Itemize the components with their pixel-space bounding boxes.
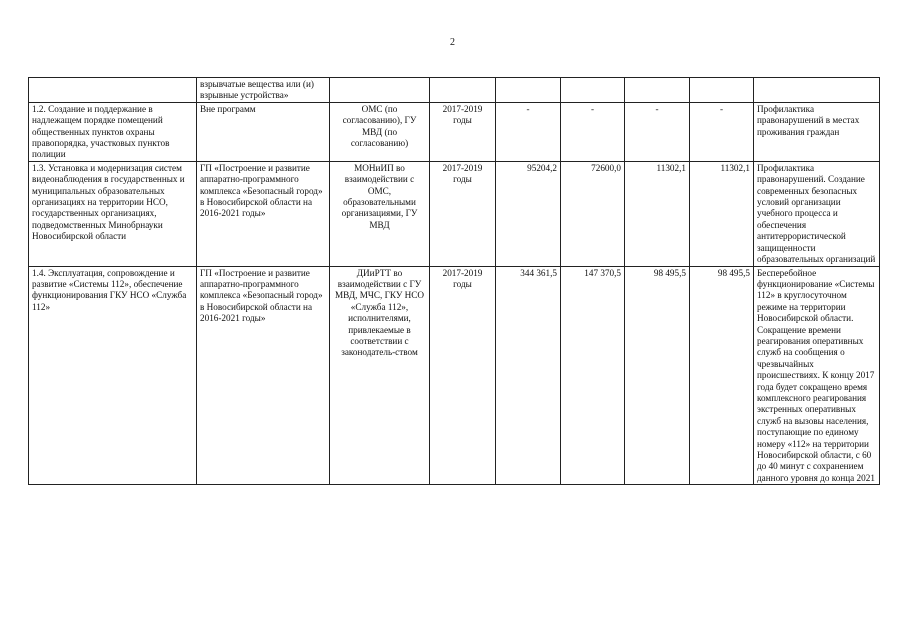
table-row [29,161,880,266]
continued-cell-result [754,78,880,103]
measure-name: 1.3. Установка и модернизация систем видеонаблюдения в государственных и муниципальных образовательных организациях на территории НСО, государственных организациях, подведомственных Минобрнауки Новосибирской области [29,161,197,266]
continued-cell-total [496,78,561,103]
continued-cell-period [430,78,496,103]
continued-cell-program: взрывчатые вещества или (и) взрывные устройства» [197,78,330,103]
measure-total: - [496,102,561,161]
measure-executor: ОМС (по согласованию), ГУ МВД (по согласованию) [330,102,430,161]
measure-period: 2017-2019 годы [430,102,496,161]
measure-name: 1.4. Эксплуатация, сопровождение и развитие «Системы 112», обеспечение функционирования ГКУ НСО «Служба 112» [29,266,197,485]
measure-program: ГП «Построение и развитие аппаратно-программного комплекса «Безопасный город» в Новосибирской области на 2016-2021 годы» [197,161,330,266]
measure-period: 2017-2019 годы [430,266,496,485]
continued-cell-executor [330,78,430,103]
measure-program: Вне программ [197,102,330,161]
continued-row [29,78,880,103]
measure-total: 344 361,5 [496,266,561,485]
measure-result: Бесперебойное функционирование «Системы 112» в круглосуточном режиме на территории Новосибирской области. Сокращение времени реагирования оперативных служб на сообщения о чрезвычайных происшествиях. К концу 2017 года будет сокращено время комплексного реагирования экстренных оперативных служб на вызовы населения, поступающие по единому номеру «112» на территории Новосибирской области, с 60 до 40 минут с сохранением данного уровня до конца 2021 [754,266,880,485]
measure-executor: МОНиИП во взаимодействии с ОМС, образовательными организациями, ГУ МВД [330,161,430,266]
page-number: 2 [450,37,455,48]
measure-value-2: - [625,102,690,161]
measure-value-2: 11302,1 [625,161,690,266]
table-row [29,266,880,485]
measure-value-2: 98 495,5 [625,266,690,485]
measure-value-1: 72600,0 [561,161,625,266]
table-row [29,102,880,161]
measure-value-1: 147 370,5 [561,266,625,485]
measure-program: ГП «Построение и развитие аппаратно-программного комплекса «Безопасный город» в Новосибирской области на 2016-2021 годы» [197,266,330,485]
measure-value-3: 98 495,5 [690,266,754,485]
continued-cell-v2 [625,78,690,103]
measure-value-3: - [690,102,754,161]
measure-result: Профилактика правонарушений в местах проживания граждан [754,102,880,161]
continued-cell-name [29,78,197,103]
measure-total: 95204,2 [496,161,561,266]
measure-result: Профилактика правонарушений. Создание современных безопасных условий организации учебного процесса и обеспечения антитеррористической защищенности образовательных организаций [754,161,880,266]
measure-value-1: - [561,102,625,161]
measures-table [28,77,880,485]
continued-cell-v1 [561,78,625,103]
measure-name: 1.2. Создание и поддержание в надлежащем порядке помещений общественных пунктов охраны правопорядка, участковых пунктов полиции [29,102,197,161]
measure-executor: ДИиРТТ во взаимодействии с ГУ МВД, МЧС, ГКУ НСО «Служба 112», исполнителями, привлекаемые в соответствии с законодатель-ством [330,266,430,485]
measure-value-3: 11302,1 [690,161,754,266]
continued-cell-v3 [690,78,754,103]
measure-period: 2017-2019 годы [430,161,496,266]
